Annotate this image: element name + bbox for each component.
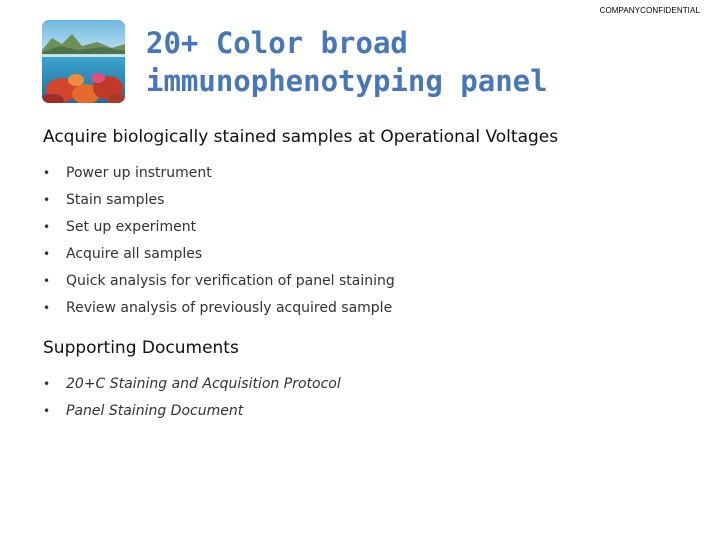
supporting-documents-list: [43, 374, 341, 428]
list-item: • Stain samples: [43, 190, 395, 217]
acquire-steps-list: [43, 163, 395, 325]
list-item: • Review analysis of previously acquired sample: [43, 298, 395, 325]
confidential-label: COMPANYCONFIDENTIAL: [599, 6, 700, 15]
section-heading-supporting-documents: Supporting Documents: [43, 338, 239, 358]
coral-reef-logo-icon: [42, 20, 125, 103]
page-title: [146, 24, 548, 100]
list-item: • Acquire all samples: [43, 244, 395, 271]
document-link[interactable]: • 20+C Staining and Acquisition Protocol: [43, 374, 341, 401]
list-item: • Set up experiment: [43, 217, 395, 244]
title-line-2: immunophenotyping panel: [146, 64, 548, 98]
title-line-1: 20+ Color broad: [146, 26, 408, 60]
section-heading-acquire: Acquire biologically stained samples at Operational Voltages: [43, 127, 559, 147]
list-item: • Power up instrument: [43, 163, 395, 190]
document-link[interactable]: • Panel Staining Document: [43, 401, 341, 428]
list-item: • Quick analysis for verification of panel staining: [43, 271, 395, 298]
